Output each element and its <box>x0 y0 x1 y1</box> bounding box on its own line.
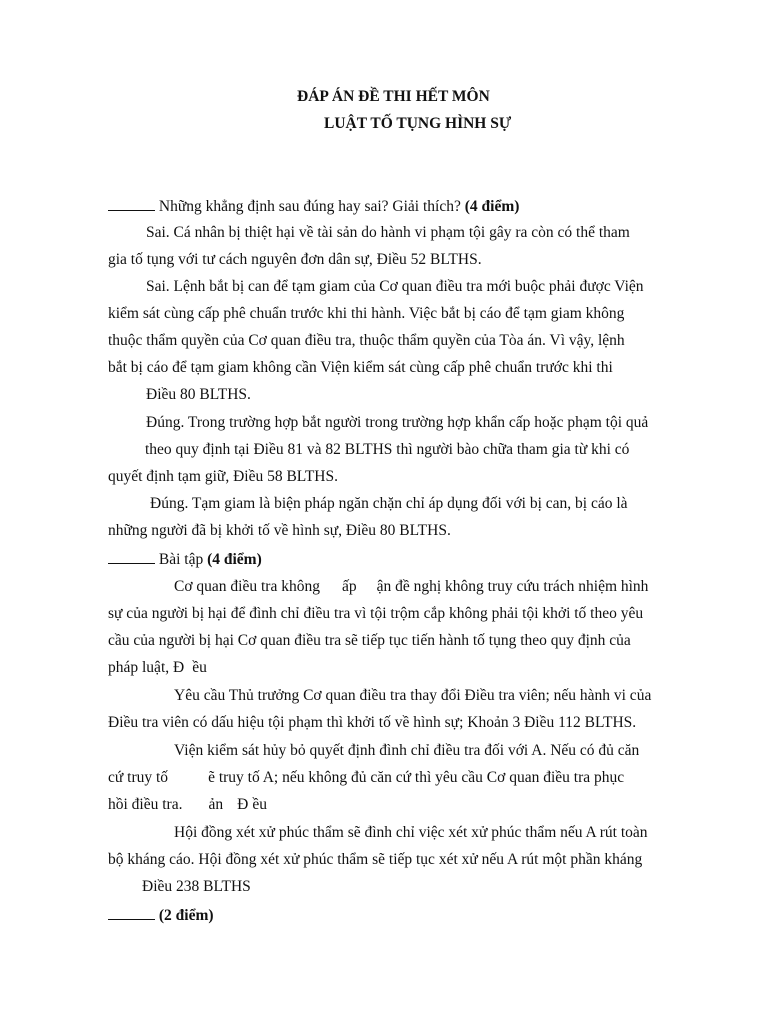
section1-points: (4 điểm) <box>464 198 520 215</box>
blank-line <box>108 905 155 920</box>
answer4-line: những người đã bị khởi tố về hình sự, Điều 80 BLTHS. <box>108 522 451 539</box>
blank-line <box>108 549 155 564</box>
answer3-line: quyết định tạm giữ, Điều 58 BLTHS. <box>108 468 338 485</box>
answer2-line: kiểm sát cùng cấp phê chuẩn trước khi thi hành. Việc bắt bị cáo để tạm giam không <box>108 305 625 322</box>
exercise1-fragment: ều <box>192 659 207 676</box>
exercise4-line: Hội đồng xét xử phúc thẩm sẽ đình chỉ việc xét xử phúc thẩm nếu A rút toàn <box>174 824 648 841</box>
exercise3-fragment: ản <box>208 796 224 813</box>
title-line-2: LUẬT TỐ TỤNG HÌNH SỰ <box>324 115 512 132</box>
answer2-line: thuộc thẩm quyền của Cơ quan điều tra, thuộc thẩm quyền của Tòa án. Vì vậy, lệnh <box>108 332 625 349</box>
exercise1-line <box>174 577 648 597</box>
exercise2-line: Điều tra viên có dấu hiệu tội phạm thì khởi tố về hình sự; Khoản 3 Điều 112 BLTHS. <box>108 714 637 731</box>
exercise1-line: sự của người bị hại để đình chỉ điều tra vì tội trộm cắp không phải tội khởi tố theo yêu <box>108 605 644 622</box>
exercise1-line: cầu của người bị hại Cơ quan điều tra sẽ tiếp tục tiến hành tố tụng theo quy định của <box>108 632 631 649</box>
answer3-line: Đúng. Trong trường hợp bắt người trong trường hợp khẩn cấp hoặc phạm tội quả <box>146 414 649 431</box>
answer3-line: theo quy định tại Điều 81 và 82 BLTHS thì người bào chữa tham gia từ khi có <box>145 441 630 458</box>
exercise2-line: Yêu cầu Thủ trưởng Cơ quan điều tra thay đổi Điều tra viên; nếu hành vi của <box>174 687 652 704</box>
section1-heading <box>108 196 519 217</box>
section2-points: (4 điểm) <box>207 551 262 568</box>
blank-line <box>108 196 155 211</box>
exercise3-line <box>108 795 267 815</box>
exercise1-fragment: pháp luật, Đ <box>108 659 185 676</box>
exercise3-fragment: hồi điều tra. <box>108 796 183 813</box>
exercise3-fragment: cứ truy tố <box>108 769 169 786</box>
exercise4-line: Điều 238 BLTHS <box>142 878 251 895</box>
exercise4-line: bộ kháng cáo. Hội đồng xét xử phúc thẩm sẽ tiếp tục xét xử nếu A rút một phần kháng <box>108 851 643 868</box>
section1-heading-text: Những khẳng định sau đúng hay sai? Giải thích? <box>158 198 461 215</box>
section3-points: (2 điểm) <box>158 907 214 924</box>
answer1-line: gia tố tụng với tư cách nguyên đơn dân sự, Điều 52 BLTHS. <box>108 251 482 268</box>
exercise1-fragment: ận đề nghị không truy cứu trách nhiệm hình <box>376 578 649 595</box>
answer2-line: bắt bị cáo để tạm giam không cần Viện kiểm sát cùng cấp phê chuẩn trước khi thi <box>108 359 613 376</box>
section2-heading <box>108 549 262 570</box>
exercise1-fragment: Cơ quan điều tra không <box>174 578 320 595</box>
section2-heading-text: Bài tập <box>158 551 204 568</box>
exercise1-line <box>108 658 207 678</box>
exercise3-fragment: Đ <box>237 796 249 813</box>
exercise1-fragment: ấp <box>341 578 357 595</box>
answer2-line: Sai. Lệnh bắt bị can để tạm giam của Cơ quan điều tra mới buộc phải được Viện <box>146 278 644 295</box>
section3-heading <box>108 905 214 926</box>
answer4-line: Đúng. Tạm giam là biện pháp ngăn chặn chỉ áp dụng đối với bị can, bị cáo là <box>150 495 628 512</box>
answer1-line: Sai. Cá nhân bị thiệt hại về tài sản do hành vi phạm tội gây ra còn có thể tham <box>146 224 630 241</box>
exercise3-fragment: ẽ truy tố A; nếu không đủ căn cứ thì yêu cầu Cơ quan điều tra phục <box>208 769 625 786</box>
answer2-line: Điều 80 BLTHS. <box>146 386 251 403</box>
title-line-1: ĐÁP ÁN ĐỀ THI HẾT MÔN <box>297 88 490 105</box>
exercise3-line <box>108 768 624 788</box>
exercise3-fragment: ều <box>252 796 267 813</box>
exercise3-line: Viện kiểm sát hủy bỏ quyết định đình chỉ điều tra đối với A. Nếu có đủ căn <box>174 742 640 759</box>
